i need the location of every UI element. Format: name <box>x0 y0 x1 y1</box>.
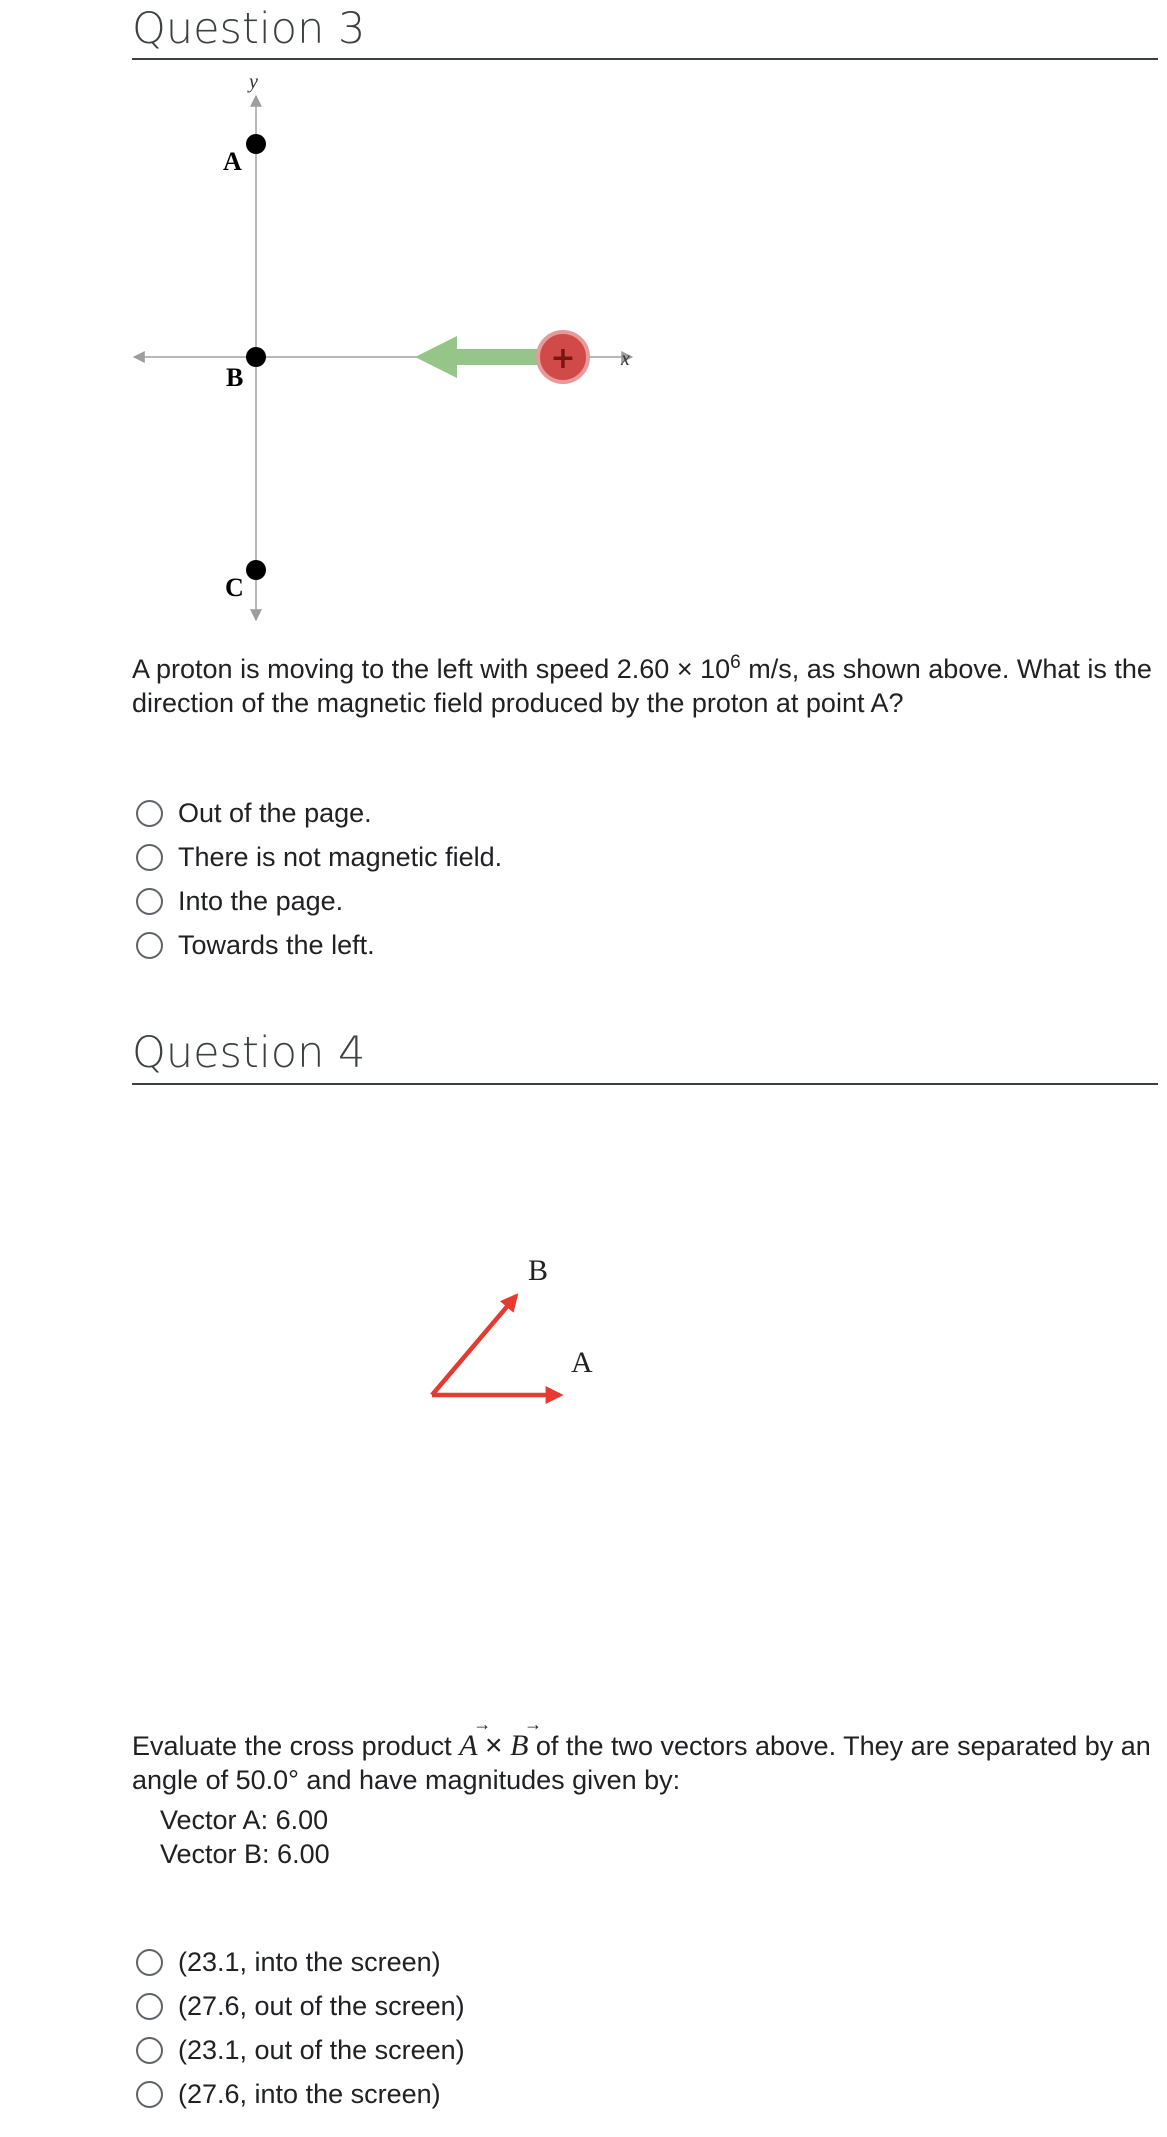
vector-a-label: A <box>571 1346 593 1379</box>
prompt-exponent: 6 <box>730 652 741 673</box>
question-3-title: Question 3 <box>132 4 366 54</box>
proton-figure <box>120 68 680 638</box>
radio-button[interactable] <box>136 1993 163 2020</box>
option-label: Towards the left. <box>178 929 375 960</box>
q3-option-towards-left[interactable] <box>136 923 502 967</box>
q4-option-2[interactable] <box>136 1984 465 2028</box>
radio-button[interactable] <box>136 844 163 871</box>
y-axis-label: y <box>249 71 258 93</box>
question-4-options <box>136 1940 465 2116</box>
vector-b-label: B <box>528 1254 549 1287</box>
radio-button[interactable] <box>136 800 163 827</box>
prompt-tail: of the two vectors above. They are separated by an angle of 50.0° and have magnitudes given by: <box>132 1731 1151 1795</box>
point-c-label: C <box>225 573 244 602</box>
option-label: There is not magnetic field. <box>178 841 503 872</box>
question-3-prompt <box>132 652 1162 720</box>
q3-option-no-field[interactable] <box>136 835 502 879</box>
point-a-dot <box>246 134 266 154</box>
cross-symbol: × <box>485 1729 503 1762</box>
option-label: Into the page. <box>178 885 344 916</box>
vector-b-symbol: → B <box>510 1729 528 1763</box>
question-4-divider <box>132 1083 1158 1085</box>
question-4-prompt <box>132 1729 1162 1797</box>
option-label: (23.1, out of the screen) <box>178 2034 465 2065</box>
option-label: (27.6, out of the screen) <box>178 1990 465 2021</box>
q4-option-1[interactable] <box>136 1940 465 1984</box>
q3-option-out-of-page[interactable] <box>136 791 502 835</box>
option-label: (27.6, into the screen) <box>178 2078 441 2109</box>
question-3-options <box>136 791 502 967</box>
proton-icon <box>538 332 588 382</box>
radio-button[interactable] <box>136 2037 163 2064</box>
option-label: Out of the page. <box>178 797 372 828</box>
vector-b-magnitude: Vector B: 6.00 <box>160 1839 330 1869</box>
prompt-part-1: A proton is moving to the left with speed 2.60 × 10 <box>132 654 731 684</box>
vector-a-symbol: → A <box>459 1729 477 1763</box>
option-label: (23.1, into the screen) <box>178 1946 441 1977</box>
radio-button[interactable] <box>136 888 163 915</box>
q4-option-3[interactable] <box>136 2028 465 2072</box>
vectors-figure <box>400 1240 640 1420</box>
point-b-dot <box>246 347 266 367</box>
x-axis-label: x <box>621 348 630 370</box>
point-a-label: A <box>223 147 242 176</box>
q4-option-4[interactable] <box>136 2072 465 2116</box>
question-4-title: Question 4 <box>132 1028 366 1078</box>
radio-button[interactable] <box>136 2081 163 2108</box>
point-c-dot <box>246 560 266 580</box>
question-3-divider <box>132 58 1158 60</box>
prompt-lead: Evaluate the cross product <box>132 1731 460 1761</box>
point-b-label: B <box>226 363 244 392</box>
vector-b-arrow <box>432 1296 516 1395</box>
prompt-part-2: m/s, as shown above. What is the direction of the magnetic field produced by the proton at point A? <box>132 654 1152 718</box>
proton-symbol: + <box>550 341 576 376</box>
vector-a-magnitude: Vector A: 6.00 <box>160 1805 329 1835</box>
q3-option-into-page[interactable] <box>136 879 502 923</box>
vector-magnitudes <box>160 1803 330 1871</box>
radio-button[interactable] <box>136 932 163 959</box>
radio-button[interactable] <box>136 1949 163 1976</box>
